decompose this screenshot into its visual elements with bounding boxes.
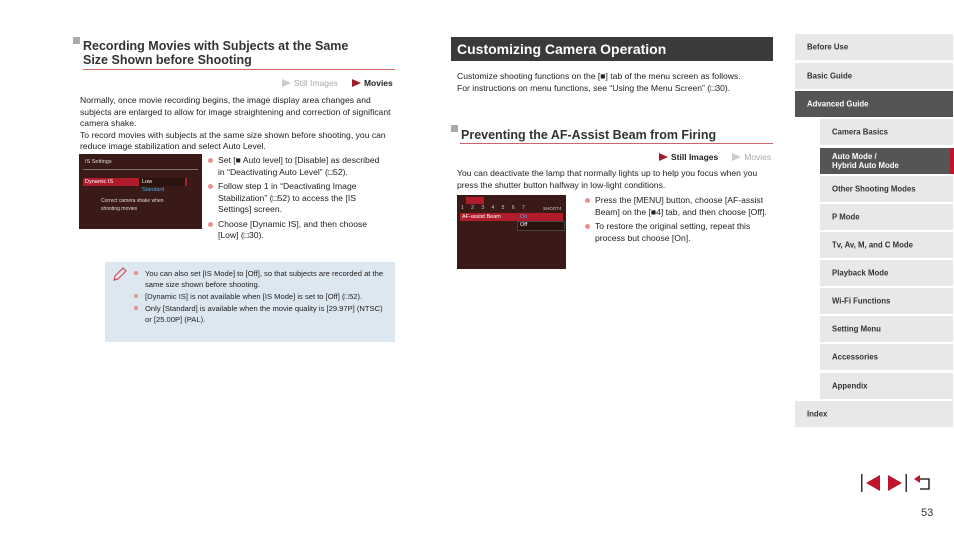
next-arrow-icon [886,472,908,494]
pencil-icon [111,266,129,289]
nav-label: Other Shooting Modes [832,184,916,194]
nav-playback-mode[interactable] [820,260,953,286]
nav-label: Index [807,409,828,419]
still-images-icon [659,153,668,161]
screen-opt2: Off [520,222,528,228]
screen-opt1: On [520,214,528,220]
subsection-rule [460,143,773,144]
step-item: Set [■ Auto level] to [Disable] as described in “Deactivating Auto Level” (□52). [208,155,388,178]
nav-basic-guide[interactable] [795,63,953,89]
screen-desc2: shooting movies [101,206,138,212]
step-item: Press the [MENU] button, choose [AF-assist Beam] on the [■4] tab, and then choose [Off]. [585,195,775,218]
screen-row-label: Dynamic IS [85,179,114,185]
screen-title: IS Settings [85,159,112,165]
screen-row-label: AF-assist Beam [462,214,501,220]
left-intro-p2: To record movies with subjects at the same size shown before shooting, you can reduce image stabilization and select Auto Level. [80,129,386,151]
next-page-button[interactable] [886,472,908,494]
nav-label: Appendix [832,381,868,391]
nav-label: Tv, Av, M, and C Mode [832,240,914,250]
nav-before-use[interactable] [795,34,953,60]
nav-p-mode[interactable] [820,204,953,230]
nav-label: Setting Menu [832,324,881,334]
nav-label: Basic Guide [807,71,853,81]
nav-advanced-guide[interactable] [795,91,953,117]
note-list [133,268,388,326]
mode-movies-label: Movies [363,78,393,88]
nav-setting-menu[interactable] [820,316,953,342]
step-item: Choose [Dynamic IS], and then choose [Low] (□30). [208,219,388,242]
nav-label: Accessories [832,352,878,362]
nav-label: Before Use [807,42,849,52]
note-box [105,262,395,342]
nav-label: P Mode [832,212,860,222]
middle-desc: You can deactivate the lamp that normally lights up to help you focus when you press the shutter button halfway in low-light conditions. [457,168,758,190]
nav-active-indicator [950,148,954,174]
middle-steps [585,195,775,247]
screen-tab-label: SHOOT4 [543,206,562,211]
nav-index[interactable] [795,401,953,427]
nav-accessories[interactable] [820,344,953,370]
mode-tags-middle [659,152,771,162]
nav-label: Wi-Fi Functions [832,296,891,306]
return-arrow-icon [912,472,934,494]
nav-auto-mode[interactable] [820,148,953,174]
screen-tab-bar [460,197,563,204]
page-header-bar [451,37,773,61]
back-button[interactable] [912,472,934,494]
middle-intro-p2: For instructions on menu functions, see “Using the Menu Screen” (□30). [457,82,731,93]
prev-page-button[interactable] [860,472,882,494]
still-images-icon [282,79,291,87]
camera-screen-is-settings [79,154,202,229]
page-title: Customizing Camera Operation [457,41,667,57]
mode-movies-label: Movies [744,152,772,162]
movies-icon [352,79,361,87]
mode-still-label: Still Images [294,78,338,88]
nav-label [832,152,899,170]
nav-wifi-functions[interactable] [820,288,953,314]
mode-tags [282,78,393,88]
camera-tab-icon [466,197,484,204]
note-item: Only [Standard] is available when the movie quality is [29.97P] (NTSC) or [25.00P] (PAL). [133,303,388,325]
nav-appendix[interactable] [820,373,953,399]
movies-icon [732,153,741,161]
left-intro [80,95,395,153]
step-item: To restore the original setting, repeat this process but choose [On]. [585,221,775,244]
note-item: [Dynamic IS] is not available when [IS Mode] is set to [Off] (□52). [133,291,388,302]
camera-screen-af-assist [457,195,566,269]
section-title-line1: Recording Movies with Subjects at the Same [83,39,349,53]
screen-desc1: Correct camera shake when [101,198,164,204]
section-title-line2: Size Shown before Shooting [83,53,252,67]
page-number: 53 [921,507,934,519]
section-rule [83,69,395,70]
prev-arrow-icon [860,472,882,494]
screen-title-rule [83,169,198,170]
nav-label: Camera Basics [832,127,888,137]
nav-label: Playback Mode [832,268,889,278]
screen-opt2: Standard [142,187,165,193]
nav-tv-av-m-c-mode[interactable] [820,232,953,258]
nav-label-line1: Auto Mode / [832,152,877,161]
nav-label-line2: Hybrid Auto Mode [832,161,899,170]
mode-still-label: Still Images [671,152,719,162]
left-steps [208,155,388,245]
section-marker [73,37,80,44]
subsection-marker [451,125,458,132]
nav-label: Advanced Guide [807,99,869,109]
nav-camera-basics[interactable] [820,119,953,145]
screen-opt1: Low [142,179,153,185]
step-item: Follow step 1 in “Deactivating Image Stabilization” (□52) to access the [IS Settings] screen. [208,181,388,216]
section-title [83,39,393,67]
screen-tab-numbers: 1 2 3 4 5 6 7 [461,205,528,211]
nav-other-shooting-modes[interactable] [820,176,953,202]
left-intro-p1: Normally, once movie recording begins, the image display area changes and subjects are enlarged to allow for image straightening and correction of significant camera shake. [80,95,391,128]
note-item: You can also set [IS Mode] to [Off], so that subjects are recorded at the same size shown before shooting. [133,268,388,290]
subsection-title: Preventing the AF-Assist Beam from Firing [461,128,717,142]
middle-intro [457,71,757,94]
middle-intro-p1: Customize shooting functions on the [■] tab of the menu screen as follows. [457,71,741,81]
